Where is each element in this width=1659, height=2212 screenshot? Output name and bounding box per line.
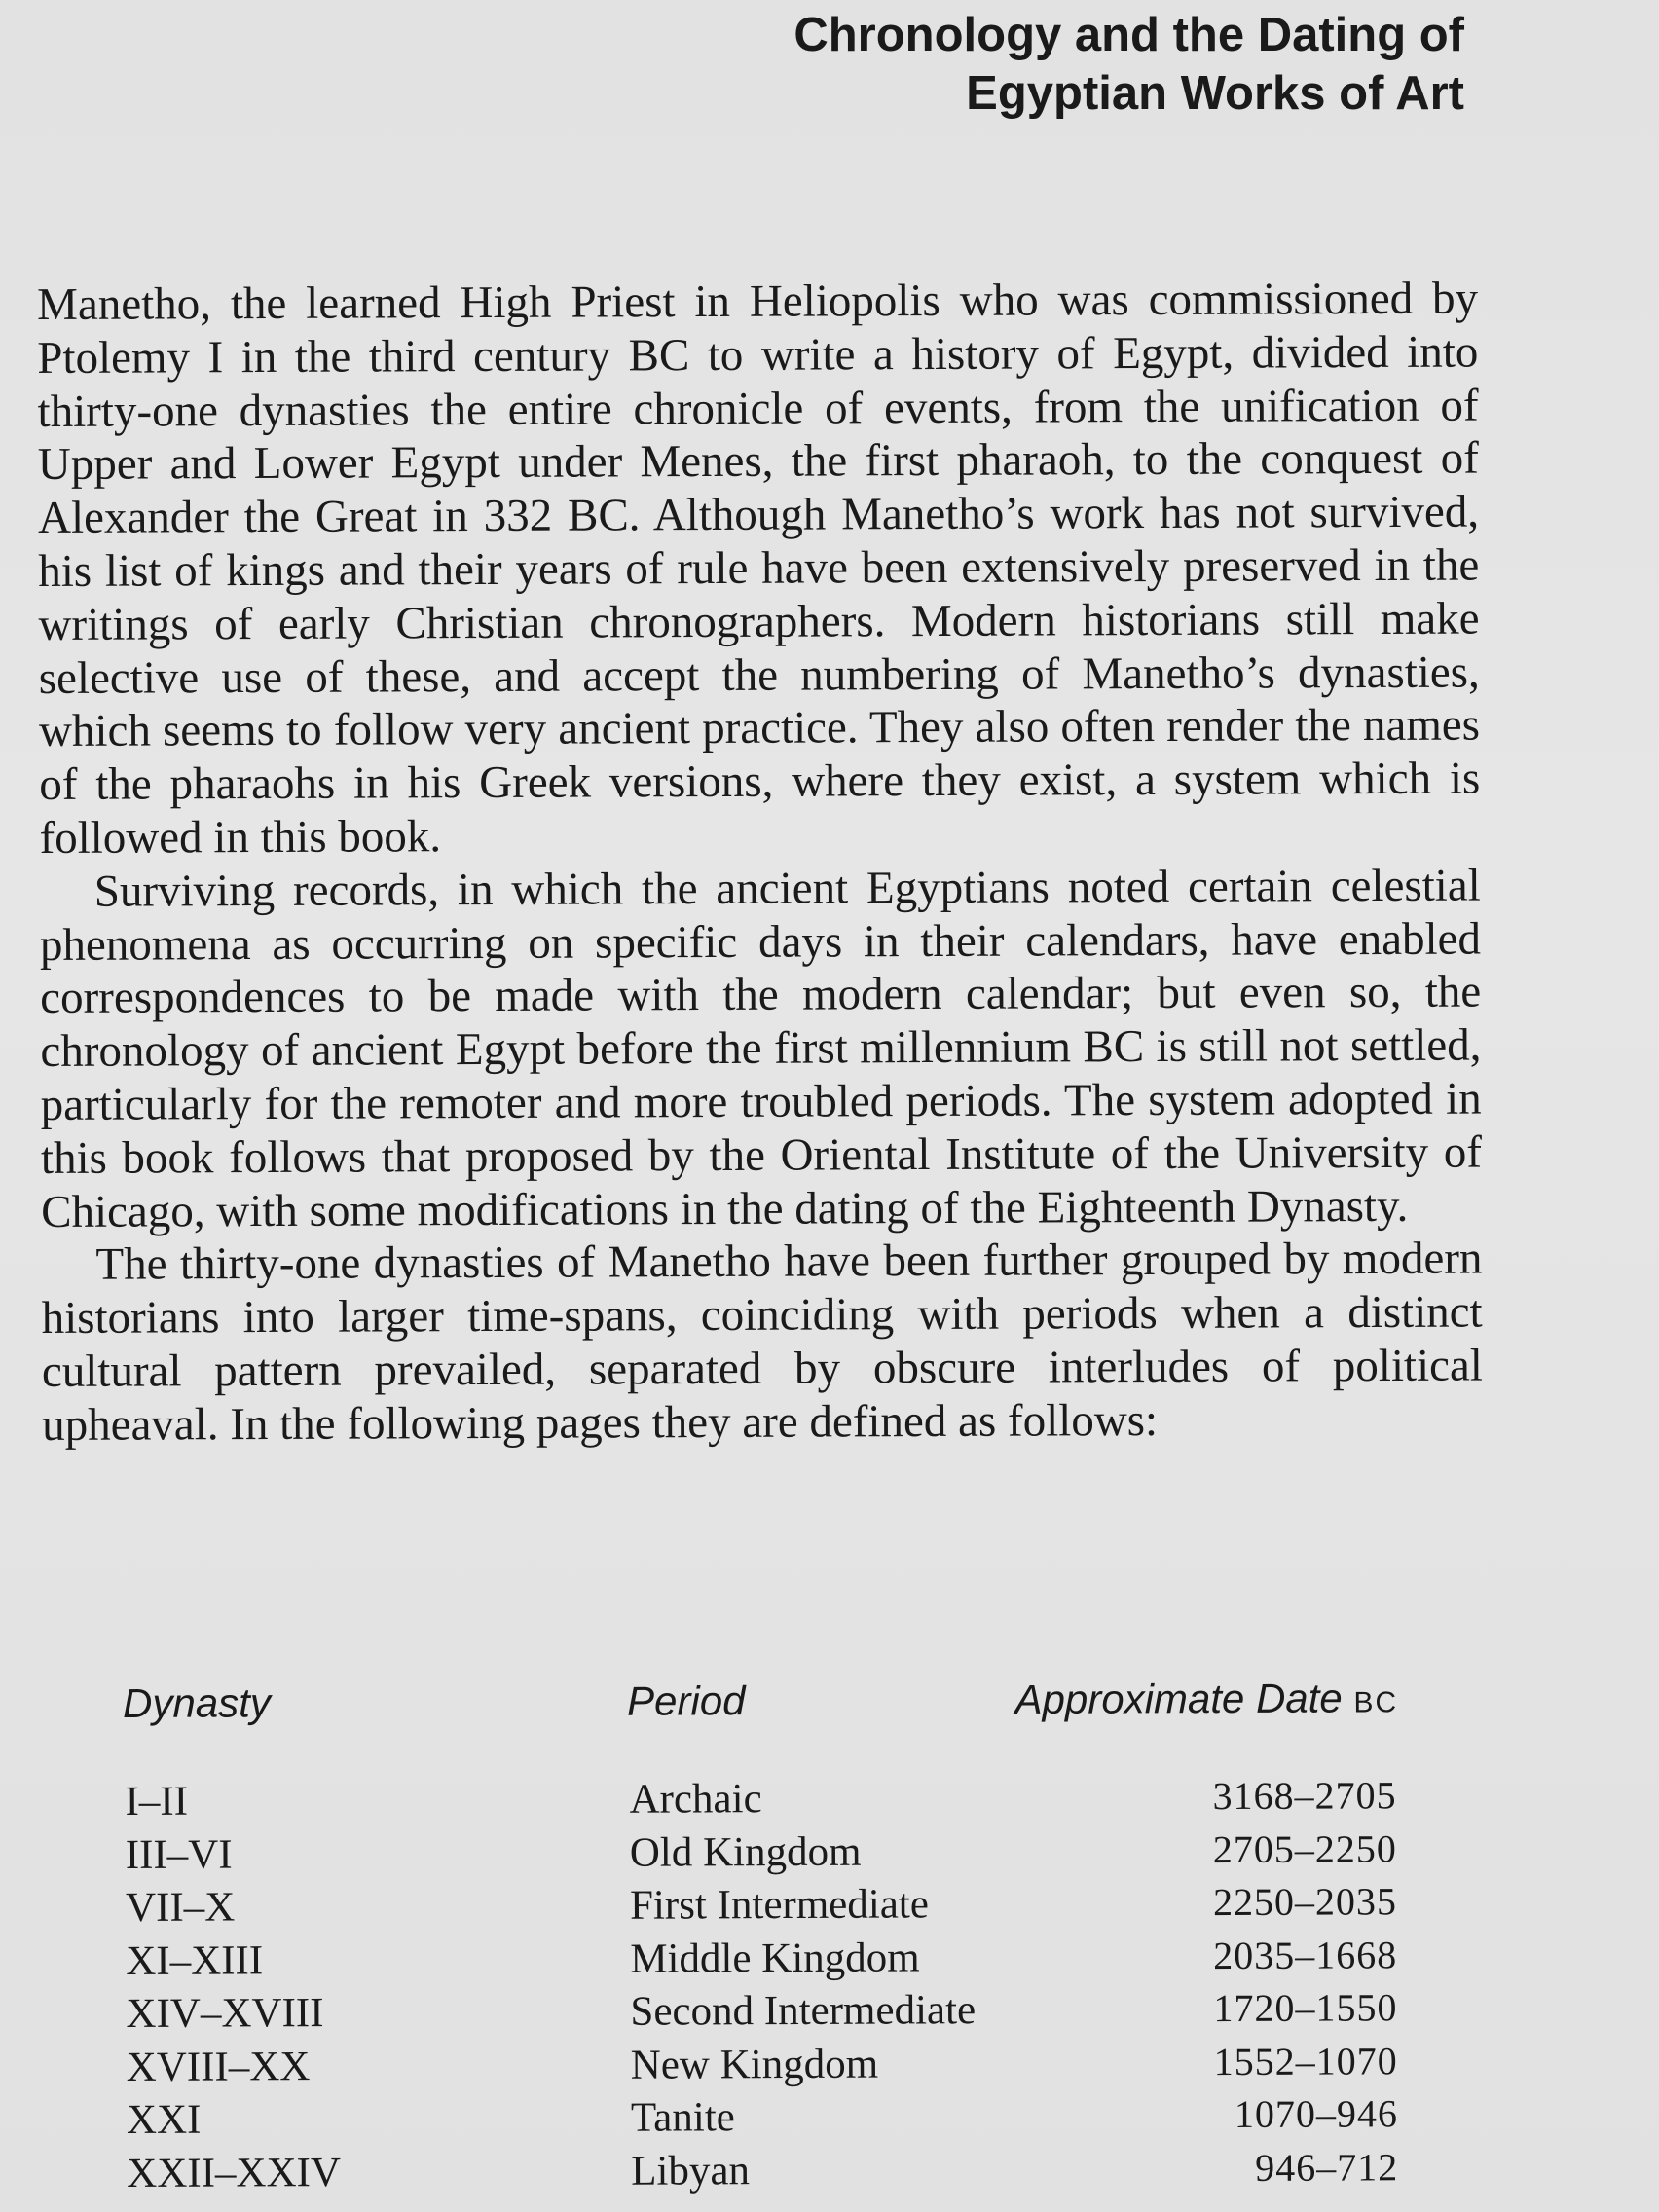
- table-row: [124, 1984, 1399, 2043]
- cell-dynasty: XIV–XVIII: [126, 1990, 324, 2037]
- paragraph-1: Manetho, the learned High Priest in Heliopolis who was commissioned by Ptolemy I in the third century BC to write a history of Egypt, divided into thirty-one dynasties the entire chronicle of events, from the unification of Upper and Lower Egypt under Menes, the first pharaoh, to the conquest of Alexander the Great in 332 BC. Although Manetho’s work has not survived, his list of kings and their years of rule have been extensively preserved in the writings of early Christian chronographers. Modern historians still make selective use of these, and accept the numbering of Manetho’s dynasties, which seems to follow very ancient practice. They also often render the names of the pharaohs in his Greek versions, where they exist, a system which is followed in this book.: [37, 273, 1481, 864]
- cell-date: 3168–2705: [1212, 1773, 1397, 1819]
- table-body: [123, 1772, 1400, 2202]
- cell-dynasty: XXII–XXIV: [127, 2149, 342, 2196]
- table-row: [124, 1825, 1399, 1884]
- cell-dynasty: XVIII–XX: [126, 2043, 311, 2090]
- table-row: [125, 2090, 1400, 2149]
- header-dynasty: Dynasty: [123, 1679, 271, 1726]
- page-title: [793, 6, 1464, 123]
- table-header: [123, 1675, 1398, 1739]
- cell-period: Middle Kingdom: [630, 1934, 920, 1982]
- title-line-1: Chronology and the Dating of: [793, 9, 1464, 61]
- cell-period: Old Kingdom: [629, 1828, 862, 1876]
- cell-period: Tanite: [630, 2094, 735, 2141]
- header-period: Period: [626, 1677, 746, 1724]
- cell-dynasty: III–VI: [125, 1831, 233, 1878]
- cell-date: 1720–1550: [1213, 1985, 1398, 2031]
- cell-date: 2035–1668: [1213, 1932, 1398, 1977]
- table-row: [125, 2144, 1400, 2202]
- cell-date: 2250–2035: [1212, 1879, 1398, 1925]
- cell-period: First Intermediate: [629, 1881, 930, 1929]
- cell-dynasty: XI–XIII: [126, 1936, 264, 1984]
- header-date: [1014, 1675, 1398, 1723]
- header-date-label: Approximate Date: [1014, 1675, 1343, 1723]
- table-row: [124, 1932, 1399, 1990]
- dynasty-table: [123, 1675, 1400, 2202]
- cell-dynasty: I–II: [125, 1778, 189, 1825]
- cell-period: Second Intermediate: [630, 1987, 977, 2035]
- body-text: [37, 273, 1483, 1453]
- cell-dynasty: VII–X: [125, 1884, 236, 1931]
- cell-date: 2705–2250: [1212, 1825, 1397, 1871]
- cell-date: 1070–946: [1234, 2091, 1399, 2137]
- title-line-2: Egyptian Works of Art: [966, 67, 1464, 120]
- header-date-suffix: BC: [1353, 1686, 1399, 1719]
- cell-date: 946–712: [1255, 2144, 1399, 2190]
- cell-date: 1552–1070: [1213, 2038, 1398, 2083]
- cell-dynasty: XXI: [126, 2096, 202, 2143]
- table-row: [123, 1772, 1398, 1830]
- cell-period: New Kingdom: [630, 2041, 879, 2088]
- table-row: [124, 1878, 1399, 1936]
- cell-period: Archaic: [629, 1776, 762, 1823]
- table-row: [125, 2038, 1400, 2096]
- paragraph-3: The thirty-one dynasties of Manetho have been further grouped by modern historians into larger time-spans, coinciding with periods when a distinct cultural pattern prevailed, separated by obscure interludes of political upheaval. In the following pages they are defined as follows:: [41, 1233, 1483, 1451]
- cell-period: Libyan: [631, 2147, 751, 2194]
- paragraph-2: Surviving records, in which the ancient Egyptians noted certain celestial phenomena as occurring on specific days in their calendars, have enabled correspondences to be made with the modern calendar; but even so, the chronology of ancient Egypt before the first millennium BC is still not settled, particularly for the remoter and more troubled periods. The system adopted in this book follows that proposed by the Oriental Institute of the University of Chicago, with some modifications in the dating of the Eighteenth Dynasty.: [39, 860, 1483, 1237]
